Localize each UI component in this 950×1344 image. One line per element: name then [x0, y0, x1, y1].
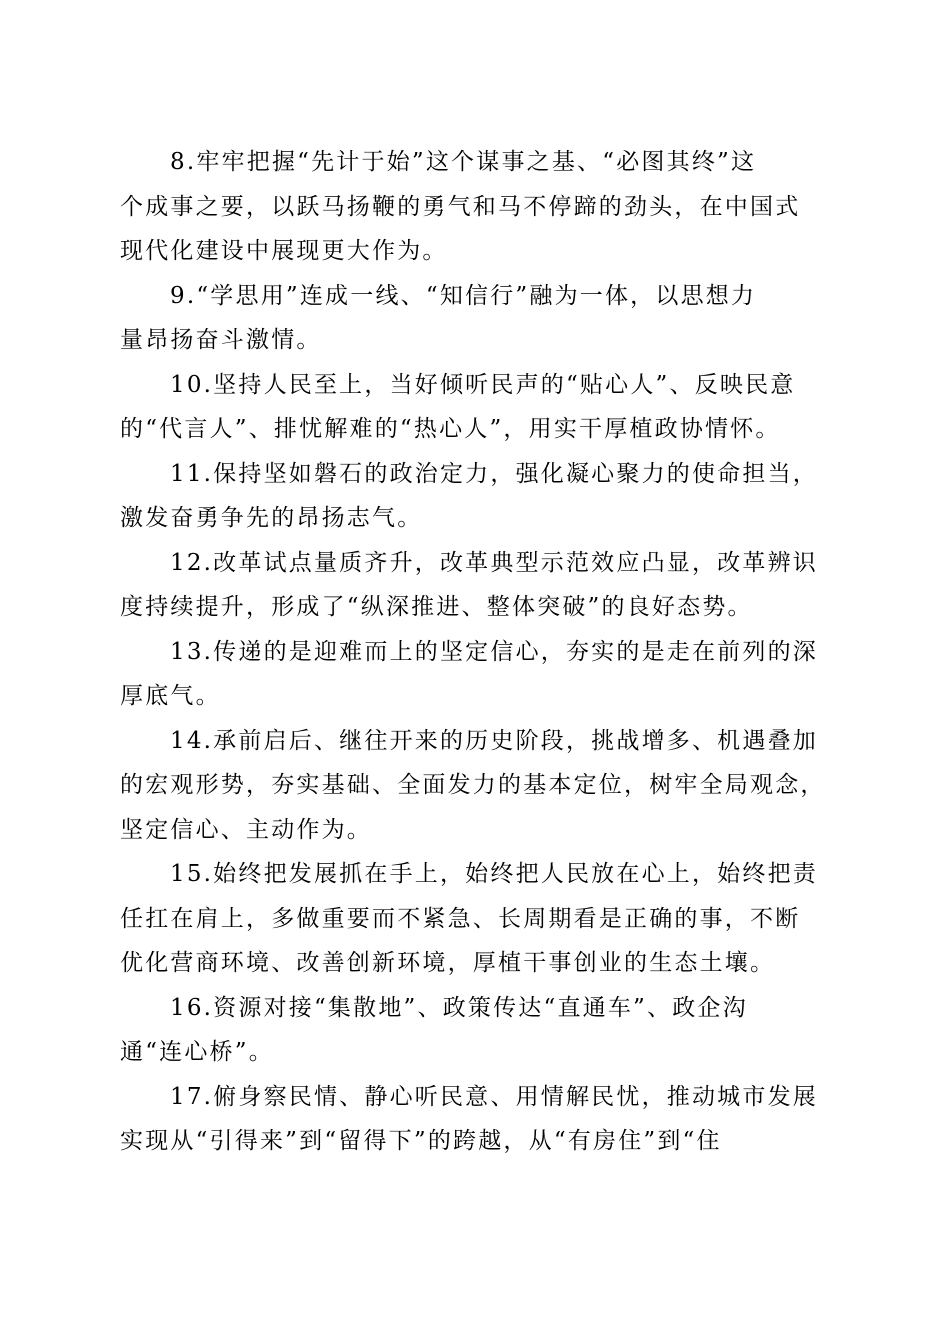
paragraph-16 — [120, 986, 822, 1075]
paragraph-line: 16.资源对接“集散地”、政策传达“直通车”、政企沟 — [170, 994, 748, 1021]
paragraph-9 — [120, 274, 822, 363]
paragraph-line: 个成事之要，以跃马扬鞭的勇气和马不停蹄的劲头，在中国式 — [120, 193, 801, 220]
paragraph-line: 11.保持坚如磐石的政治定力，强化凝心聚力的使命担当， — [170, 460, 818, 487]
paragraph-10 — [120, 363, 822, 452]
paragraph-line: 8.牢牢把握“先计于始”这个谋事之基、“必图其终”这 — [170, 149, 757, 175]
paragraph-line: 任扛在肩上，多做重要而不紧急、长周期看是正确的事，不断 — [120, 905, 801, 932]
paragraph-13 — [120, 630, 822, 719]
paragraph-line: 15.始终把发展抓在手上，始终把人民放在心上，始终把责 — [170, 861, 818, 887]
paragraph-8 — [120, 140, 822, 274]
paragraph-15 — [120, 852, 822, 986]
paragraph-11 — [120, 452, 822, 541]
paragraph-line: 量昂扬奋斗激情。 — [120, 327, 322, 353]
paragraph-12 — [120, 541, 822, 630]
paragraph-line: 优化营商环境、改善创新环境，厚植干事创业的生态土壤。 — [120, 950, 776, 976]
paragraph-line: 坚定信心、主动作为。 — [120, 816, 372, 843]
paragraph-line: 激发奋勇争先的昂扬志气。 — [120, 505, 423, 531]
paragraph-line: 的“代言人”、排忧解难的“热心人”，用实干厚植政协情怀。 — [120, 416, 781, 442]
paragraph-line: 9.“学思用”连成一线、“知信行”融为一体，以思想力 — [170, 282, 757, 309]
paragraph-line: 17.俯身察民情、静心听民意、用情解民忧，推动城市发展 — [170, 1083, 818, 1110]
paragraph-line: 实现从“引得来”到“留得下”的跨越，从“有房住”到“住 — [120, 1128, 722, 1154]
paragraph-line: 厚底气。 — [120, 683, 221, 709]
paragraph-17 — [120, 1075, 822, 1164]
document-body — [120, 140, 826, 1164]
paragraph-14 — [120, 719, 826, 853]
paragraph-line: 通“连心桥”。 — [120, 1039, 274, 1065]
paragraph-line: 10.坚持人民至上，当好倾听民声的“贴心人”、反映民意 — [170, 371, 796, 398]
paragraph-line: 现代化建设中展现更大作为。 — [120, 238, 448, 264]
paragraph-line: 14.承前启后、继往开来的历史阶段，挑战增多、机遇叠加 — [170, 727, 818, 754]
paragraph-line: 13.传递的是迎难而上的坚定信心，夯实的是走在前列的深 — [170, 638, 818, 665]
paragraph-line: 12.改革试点量质齐升，改革典型示范效应凸显，改革辨识 — [170, 549, 818, 576]
paragraph-line: 的宏观形势，夯实基础、全面发力的基本定位，树牢全局观念， — [120, 772, 826, 798]
paragraph-line: 度持续提升，形成了“纵深推进、整体突破”的良好态势。 — [120, 594, 753, 620]
